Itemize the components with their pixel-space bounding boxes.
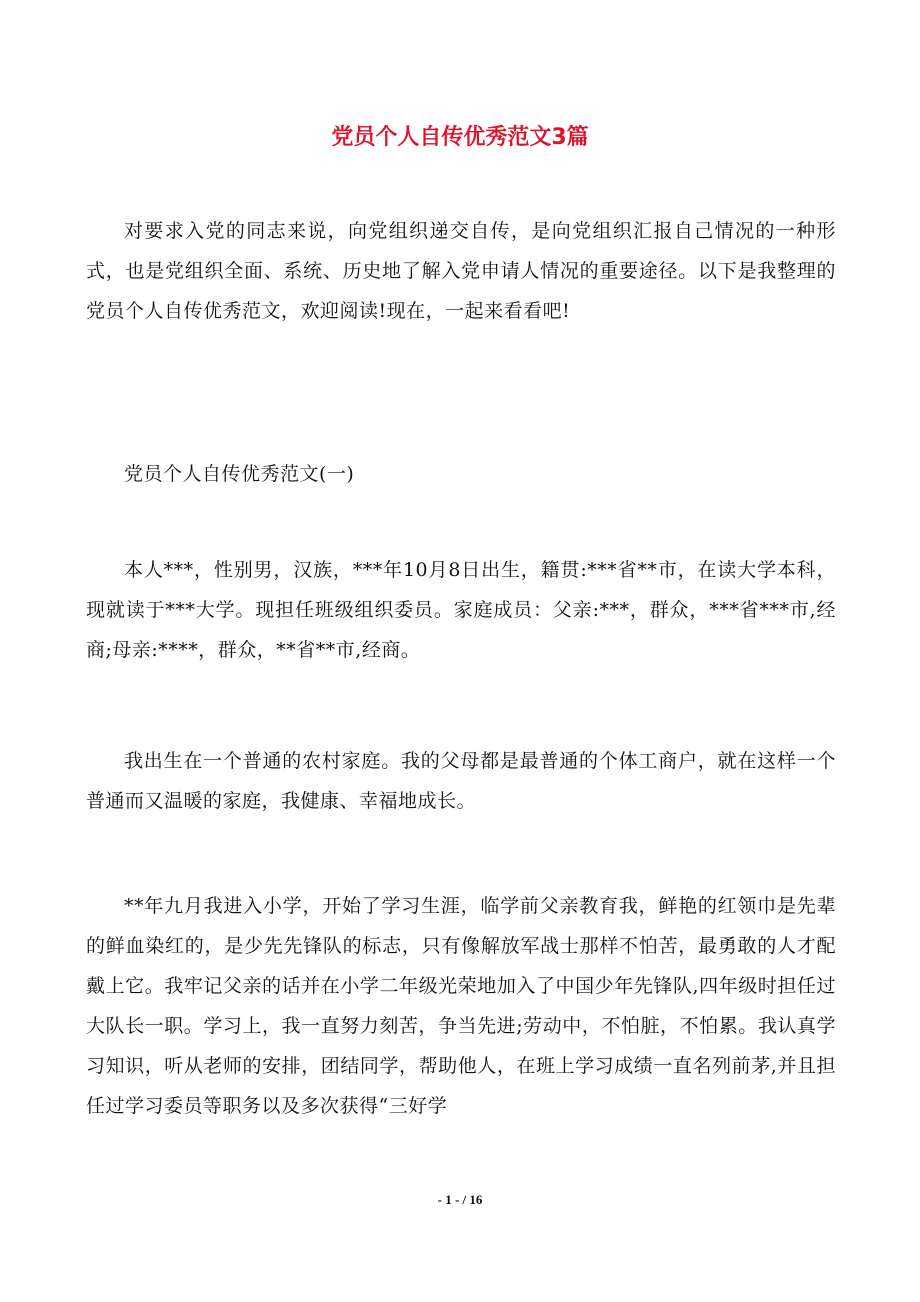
document-title: 党员个人自传优秀范文3篇 [331, 125, 589, 150]
section-heading: 党员个人自传优秀范文(一) [124, 463, 355, 485]
family-paragraph: 我出生在一个普通的农村家庭。我的父母都是最普通的个体工商户，就在这样一个普通而又温暖的家庭，我健康、幸福地成长。 [86, 750, 836, 812]
school-paragraph: **年九月我进入小学，开始了学习生涯，临学前父亲教育我，鲜艳的红领巾是先辈的鲜血染红的，是少先先锋队的标志，只有像解放军战士那样不怕苦，最勇敢的人才配戴上它。我牢记父亲的话并在小学二年级光荣地加入了中国少年先锋队,四年级时担任过大队长一职。学习上，我一直努力刻苦，争当先进;劳动中，不怕脏，不怕累。我认真学习知识，听从老师的安排，团结同学，帮助他人，在班上学习成绩一直名列前茅,并且担任过学习委员等职务以及多次获得“三好学 [86, 895, 836, 1117]
page-number: - 1 - / 16 [437, 1192, 483, 1207]
intro-paragraph: 对要求入党的同志来说，向党组织递交自传，是向党组织汇报自己情况的一种形式，也是党组织全面、系统、历史地了解入党申请人情况的重要途径。以下是我整理的党员个人自传优秀范文，欢迎阅读!现在，一起来看看吧! [86, 220, 836, 322]
bio-paragraph: 本人***，性别男，汉族，***年10月8日出生，籍贯:***省**市，在读大学本科，现就读于***大学。现担任班级组织委员。家庭成员：父亲:***，群众，***省***市,经商;母亲:****，群众，**省**市,经商。 [86, 559, 836, 661]
